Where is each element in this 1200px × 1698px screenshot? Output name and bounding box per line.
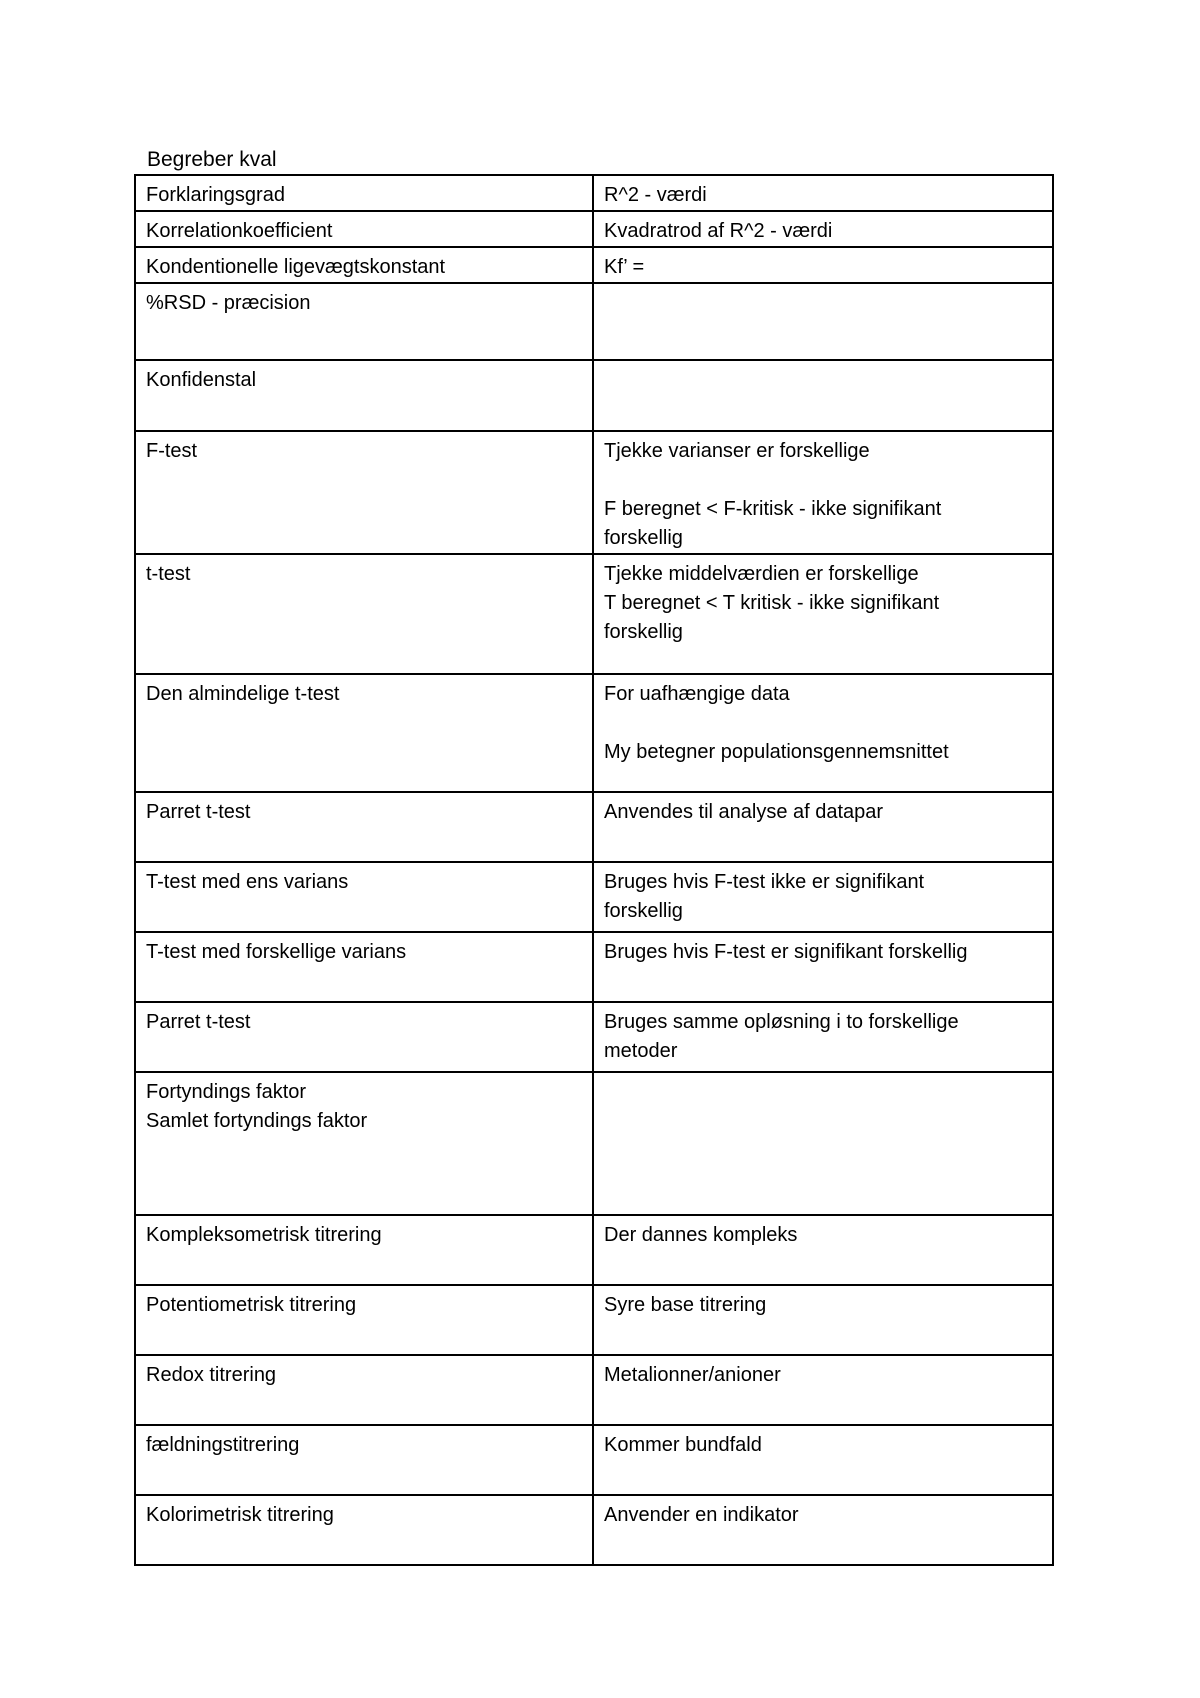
terms-table-body <box>135 175 1053 1565</box>
term-text: fældningstitrering <box>146 1434 300 1456</box>
term-cell <box>135 1072 593 1215</box>
description-cell <box>593 674 1053 792</box>
table-row <box>135 1355 1053 1425</box>
term-cell <box>135 431 593 554</box>
description-cell <box>593 431 1053 554</box>
description-cell <box>593 360 1053 431</box>
table-row <box>135 431 1053 554</box>
description-cell <box>593 932 1053 1002</box>
term-cell <box>135 792 593 862</box>
description-cell <box>593 862 1053 932</box>
description-text: F beregnet < F-kritisk - ikke signifikant <box>604 498 942 520</box>
term-cell <box>135 211 593 247</box>
document-title: Begreber kval <box>147 148 277 171</box>
term-cell <box>135 247 593 283</box>
term-text: Kolorimetrisk titrering <box>146 1504 334 1526</box>
terms-table <box>134 174 1054 1566</box>
table-row <box>135 283 1053 360</box>
description-cell <box>593 1285 1053 1355</box>
description-text: forskellig <box>604 527 683 549</box>
description-text <box>604 466 1042 495</box>
table-row <box>135 792 1053 862</box>
description-text: Syre base titrering <box>604 1294 767 1316</box>
term-text: Konfidenstal <box>146 369 257 391</box>
description-text: metoder <box>604 1040 678 1062</box>
description-text: Der dannes kompleks <box>604 1224 798 1246</box>
table-row <box>135 1072 1053 1215</box>
description-text: Tjekke middelværdien er forskellige <box>604 563 919 585</box>
table-row <box>135 554 1053 674</box>
term-text: t-test <box>146 563 191 585</box>
table-row <box>135 1002 1053 1072</box>
description-text: Anvender en indikator <box>604 1504 799 1526</box>
table-row <box>135 674 1053 792</box>
description-text: T beregnet < T kritisk - ikke signifikant <box>604 592 940 614</box>
term-cell <box>135 1495 593 1565</box>
term-cell <box>135 554 593 674</box>
term-text: Potentiometrisk titrering <box>146 1294 357 1316</box>
term-text: Forklaringsgrad <box>146 184 285 206</box>
description-cell <box>593 247 1053 283</box>
table-row <box>135 175 1053 211</box>
table-row <box>135 862 1053 932</box>
term-cell <box>135 1425 593 1495</box>
description-text: Metalionner/anioner <box>604 1364 781 1386</box>
term-cell <box>135 862 593 932</box>
term-cell <box>135 1002 593 1072</box>
term-text: T-test med ens varians <box>146 871 349 893</box>
term-text: T-test med forskellige varians <box>146 941 407 963</box>
term-text: %RSD - præcision <box>146 292 311 314</box>
description-text: R^2 - værdi <box>604 184 707 206</box>
term-text: Den almindelige t-test <box>146 683 340 705</box>
description-cell <box>593 1002 1053 1072</box>
description-text: Kf’ = <box>604 256 645 278</box>
description-cell <box>593 554 1053 674</box>
term-text: Parret t-test <box>146 801 251 823</box>
description-text: Bruges hvis F-test er signifikant forskellig <box>604 941 968 963</box>
table-row <box>135 1285 1053 1355</box>
table-row <box>135 211 1053 247</box>
description-text <box>604 709 1042 738</box>
table-row <box>135 932 1053 1002</box>
term-cell <box>135 283 593 360</box>
term-text: Samlet fortyndings faktor <box>146 1110 368 1132</box>
term-cell <box>135 1355 593 1425</box>
table-row <box>135 1495 1053 1565</box>
description-cell <box>593 175 1053 211</box>
description-text: For uafhængige data <box>604 683 790 705</box>
description-text: Anvendes til analyse af datapar <box>604 801 884 823</box>
term-cell <box>135 932 593 1002</box>
term-text: Redox titrering <box>146 1364 277 1386</box>
description-text: Tjekke varianser er forskellige <box>604 440 870 462</box>
description-text: Kvadratrod af R^2 - værdi <box>604 220 833 242</box>
term-text: Parret t-test <box>146 1011 251 1033</box>
table-row <box>135 360 1053 431</box>
description-cell <box>593 1425 1053 1495</box>
term-cell <box>135 175 593 211</box>
description-cell <box>593 283 1053 360</box>
term-text: Korrelationkoefficient <box>146 220 333 242</box>
description-cell <box>593 1072 1053 1215</box>
term-text: Kompleksometrisk titrering <box>146 1224 382 1246</box>
description-cell <box>593 1355 1053 1425</box>
description-text: Kommer bundfald <box>604 1434 762 1456</box>
table-row <box>135 1425 1053 1495</box>
description-cell <box>593 792 1053 862</box>
term-cell <box>135 1215 593 1285</box>
description-text: My betegner populationsgennemsnittet <box>604 741 949 763</box>
description-cell <box>593 211 1053 247</box>
term-text: Fortyndings faktor <box>146 1081 307 1103</box>
term-cell <box>135 1285 593 1355</box>
term-cell <box>135 360 593 431</box>
description-text: forskellig <box>604 621 683 643</box>
table-row <box>135 247 1053 283</box>
description-text: Bruges hvis F-test ikke er signifikant <box>604 871 925 893</box>
description-cell <box>593 1495 1053 1565</box>
table-row <box>135 1215 1053 1285</box>
term-text: Kondentionelle ligevægtskonstant <box>146 256 446 278</box>
term-cell <box>135 674 593 792</box>
term-text: F-test <box>146 440 198 462</box>
description-text: forskellig <box>604 900 683 922</box>
description-cell <box>593 1215 1053 1285</box>
description-text: Bruges samme opløsning i to forskellige <box>604 1011 959 1033</box>
